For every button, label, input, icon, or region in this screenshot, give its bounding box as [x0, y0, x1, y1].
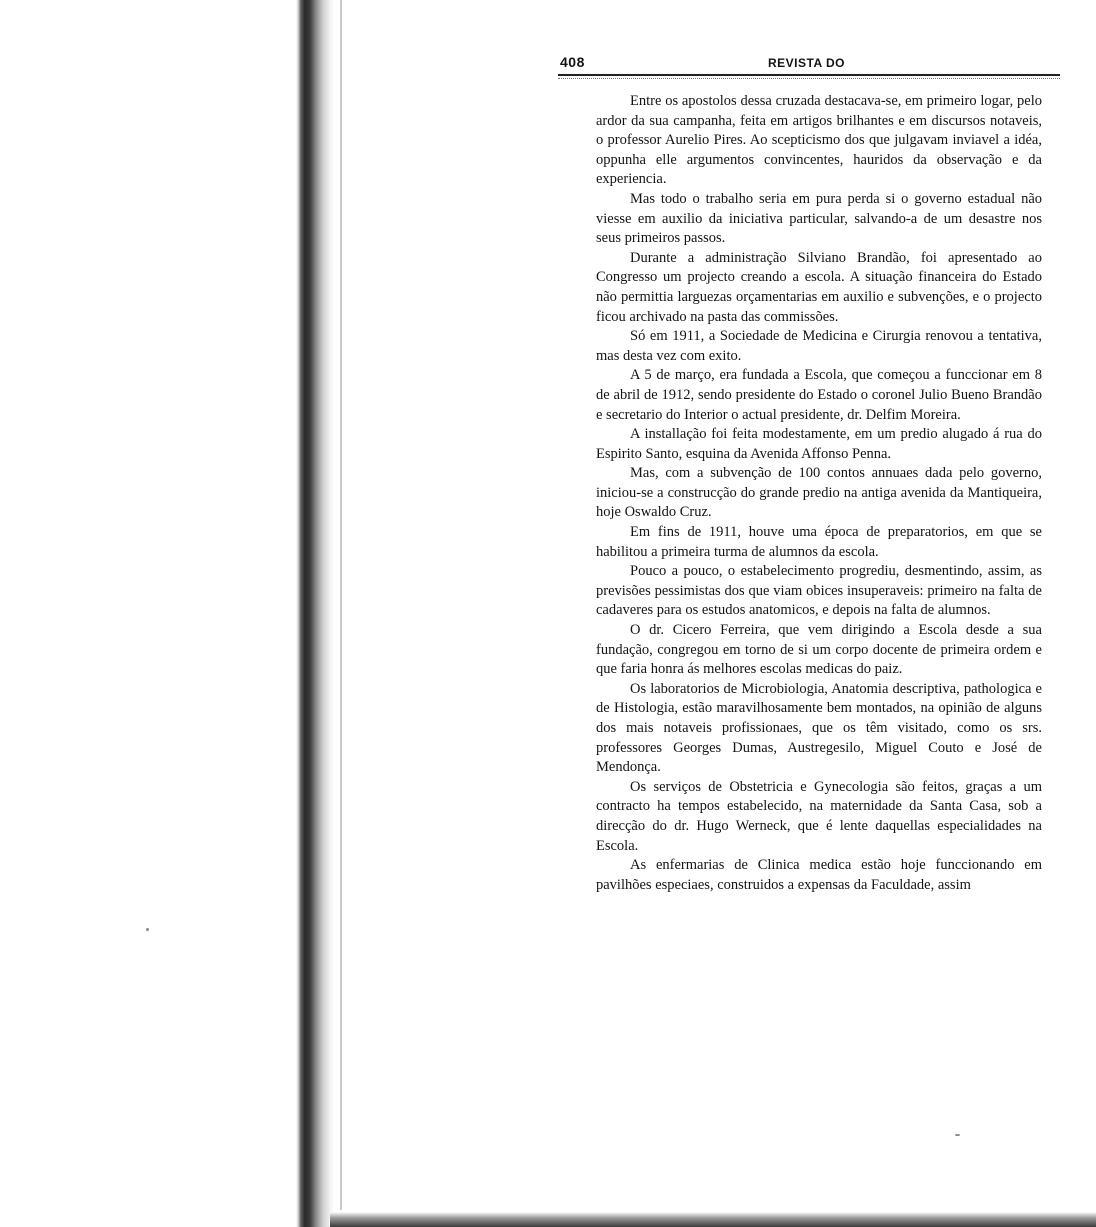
paragraph: Em fins de 1911, houve uma época de preparatorios, em que se habilitou a primeira turma de alumnos da escola. [596, 524, 1042, 560]
paragraph: A 5 de março, era fundada a Escola, que começou a funccionar em 8 de abril de 1912, sendo presidente do Estado o coronel Julio Bueno Brandão e secretario do Interior o actual presidente, dr. Delfim Moreira. [596, 367, 1042, 423]
running-title: REVISTA DO [768, 56, 846, 70]
paragraph: Durante a administração Silviano Brandão, foi apresentado ao Congresso um projecto creando a escola. A situação financeira do Estado não permittia larguezas orçamentarias em auxilio e subvenções, e o projecto ficou archivado na pasta das commissões. [596, 249, 1042, 325]
paragraph: Entre os apostolos dessa cruzada destacava-se, em primeiro logar, pelo ardor da sua campanha, feita em artigos brilhantes e em discursos notaveis, o professor Aurelio Pires. Ao scepticismo dos que julgavam inviavel a idéa, oppunha elle argumentos convincentes, hauridos da observação e da experiencia. [596, 93, 1042, 188]
page-number: 408 [560, 54, 585, 70]
paragraph: Pouco a pouco, o estabelecimento progrediu, desmentindo, assim, as previsões pessimistas dos que viam obices insuperaveis: primeiro na falta de cadaveres para os estudos anatomicos, e depois na falta de alumnos. [596, 563, 1042, 619]
scan-speck [955, 1134, 960, 1136]
scan-speck [146, 928, 149, 931]
paragraph: O dr. Cicero Ferreira, que vem dirigindo a Escola desde a sua fundação, congregou em torno de si um corpo docente de primeira ordem e que faria honra ás melhores escolas medicas do paiz. [596, 622, 1042, 678]
header-rule-dotted [558, 78, 1060, 79]
page-bottom-edge [330, 1212, 1096, 1227]
page-edge-line [340, 0, 342, 1210]
paragraph: Os serviços de Obstetricia e Gynecologia são feitos, graças a um contracto ha tempos estabelecido, na maternidade da Santa Casa, sob a direcção do dr. Hugo Werneck, que é lente daquellas especialidades na Escola. [596, 778, 1042, 854]
paragraph: Mas todo o trabalho seria em pura perda si o governo estadual não viesse em auxilio da iniciativa particular, salvando-a de um desastre nos seus primeiros passos. [596, 190, 1042, 247]
paragraph: A installação foi feita modestamente, em um predio alugado á rua do Espirito Santo, esquina da Avenida Affonso Penna. [596, 426, 1042, 462]
paragraph: Só em 1911, a Sociedade de Medicina e Cirurgia renovou a tentativa, mas desta vez com exito. [596, 328, 1042, 364]
book-binding-gutter [296, 0, 334, 1227]
running-head [560, 54, 1060, 74]
paragraph: Mas, com a subvenção de 100 contos annuaes dada pelo governo, iniciou-se a construcção do grande predio na antiga avenida da Mantiqueira, hoje Oswaldo Cruz. [596, 465, 1042, 521]
header-rule [558, 74, 1060, 76]
paragraph: As enfermarias de Clinica medica estão hoje funccionando em pavilhões especiaes, construidos a expensas da Faculdade, assim [596, 857, 1042, 893]
paragraph: Os laboratorios de Microbiologia, Anatomia descriptiva, pathologica e de Histologia, estão maravilhosamente bem montados, na opinião de alguns dos mais notaveis profissionaes, que os têm visitado, como os srs. professores Georges Dumas, Austregesilo, Miguel Couto e José de Mendonça. [596, 680, 1042, 776]
body-text [596, 92, 1042, 895]
